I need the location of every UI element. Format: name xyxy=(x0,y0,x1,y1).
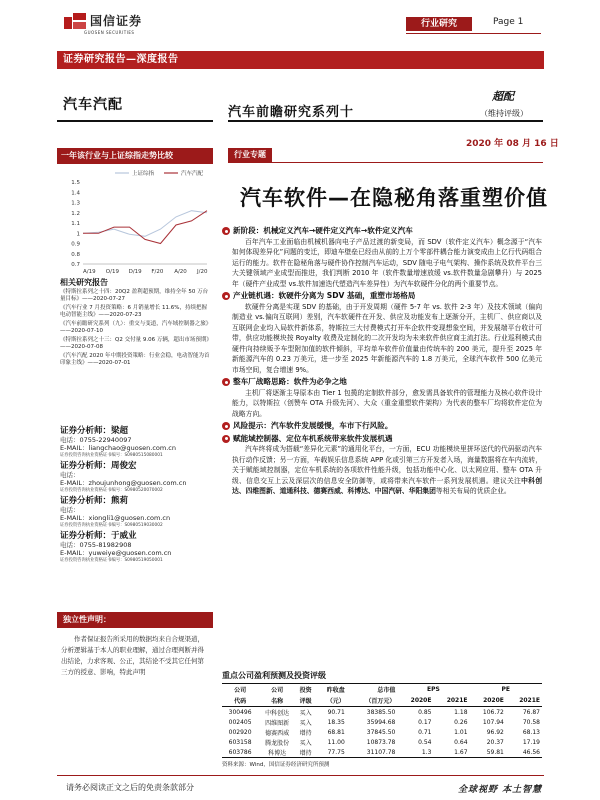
section-head: 赋能域控制器、定位车机系统带来软件发展机遇 xyxy=(233,433,393,443)
table-cell: 70.58 xyxy=(522,718,540,726)
recommended-companies: 中科创达、四维图新、道通科技、德赛西威、科博达、中国汽研、华阳集团 xyxy=(232,476,543,495)
col-subhead: （百万元） xyxy=(365,698,396,705)
table-cell: 59.81 xyxy=(486,748,504,756)
col-head: 投资 xyxy=(299,687,312,694)
col-head: EPS xyxy=(427,686,440,693)
table-cell: 77.75 xyxy=(327,748,345,756)
col-subhead: 代码 xyxy=(234,698,247,705)
section-head: 整车厂战略思路：软件为必争之地 xyxy=(233,377,347,386)
y-tick-label: 1.4 xyxy=(71,190,80,197)
y-tick-label: 1 xyxy=(76,231,80,238)
topic-tag-line xyxy=(228,162,543,163)
rating-note: （维持评级） xyxy=(480,109,528,118)
table-cell: 300496 xyxy=(228,708,252,716)
table-cell: 35994.68 xyxy=(366,718,396,726)
table-cell: 68.81 xyxy=(327,728,345,736)
y-tick-label: 0.8 xyxy=(71,251,80,258)
table-cell: 90.71 xyxy=(327,708,345,716)
section xyxy=(222,421,542,432)
section-head: 新阶段：机械定义汽车→硬件定义汽车→软件定义汽车 xyxy=(233,226,413,235)
independence-statement xyxy=(57,612,213,760)
analyst-cert: 证券投资咨询执业资格证书编号：S0980519030002 xyxy=(60,522,163,528)
analyst-name: 证券分析师：周俊宏 xyxy=(60,461,137,471)
table-row xyxy=(222,747,542,757)
col-subhead: （元） xyxy=(326,698,345,705)
table-cell: 68.13 xyxy=(522,728,540,736)
table-cell: 106.72 xyxy=(482,708,504,716)
main-body xyxy=(222,226,542,499)
table-cell: 0.17 xyxy=(418,718,432,726)
col-subhead: 评级 xyxy=(299,698,312,705)
col-subhead: 名称 xyxy=(271,698,284,705)
col-head: 总市值 xyxy=(377,687,396,694)
table-body xyxy=(222,707,542,758)
section xyxy=(222,226,542,289)
x-tick-label: A/20 xyxy=(174,269,187,275)
section-body-end: 等相关布局的优质企业。 xyxy=(435,487,511,495)
main-title: 汽车软件—在隐秘角落重塑价值 xyxy=(240,186,548,210)
rating: 超配 xyxy=(492,90,514,103)
logo-text: 国信证券 xyxy=(90,14,143,28)
table-cell: 603158 xyxy=(228,738,252,746)
page-number: Page 1 xyxy=(493,17,524,27)
analyst-email: E-MAIL：yuweiye@guosen.com.cn xyxy=(60,549,172,557)
col-head: 公司 xyxy=(271,687,284,694)
related-item: 《特斯拉系列之十三：Q2 交付量 9.06 万辆，超出市场预期》——2020-07-08 xyxy=(60,336,212,350)
table-row xyxy=(222,737,542,747)
table-cell: 增持 xyxy=(299,749,312,757)
independence-head: 独立性声明： xyxy=(57,612,213,628)
col-head: 公司 xyxy=(234,687,247,694)
x-tick-label: D/19 xyxy=(128,269,142,275)
report-type-band: 证券研究报告—深度报告 xyxy=(57,51,544,69)
table-cell: 17.19 xyxy=(522,738,540,746)
table-cell: 603786 xyxy=(228,748,252,756)
section-body: 百年汽车工业面临由机械机器向电子产品过渡的新变局，而 SDV（软件定义汽车）概念源于“汽车如何体现差异化”问题的变迁，即迪车壁垒已经由从前的上万个零部件耦合能力演变成由上亿行代码组合运行的能力。软件在隐秘角落与硬件协作控制汽车运动，SDV 随电子电气架构、操作系统及软件平台三大关键领域产业成型而推进，我们判断 2010 年（软件数量增速放缓 vs.软件数量急剧攀升）与 2025 年（硬件产业成型 vs.软件加速迭代塑造汽车差异性）为汽车软硬件分化的两个重要节点。 xyxy=(232,237,542,288)
y-tick-label: 0.9 xyxy=(71,241,80,248)
related-item: 《汽车汽配 2020 年中期投资策略：行业会稳，电动智能为首印象主线》——2020-07-01 xyxy=(60,352,210,366)
analyst-email: E-MAIL：xiongli1@guosen.com.cn xyxy=(60,514,171,522)
table-cell: 腾龙股份 xyxy=(265,739,290,747)
analyst-email: E-MAIL：liangchao@guosen.com.cn xyxy=(60,444,176,452)
table-cell: 002405 xyxy=(228,718,252,726)
related-reports xyxy=(60,279,212,369)
bullet-icon xyxy=(222,435,230,443)
analyst-phone: 电话：0755-22940097 xyxy=(60,435,132,444)
bullet-icon xyxy=(222,378,230,386)
table-cell: 0.54 xyxy=(418,738,432,746)
section-body: 主机厂将逐渐主导原本由 Tier 1 包揽的定制软件部分，愈发需具备软件的管理能力及核心软件设计能力，以特斯拉（创赞车 OTA 升级先河）、大众（重金重塑软件架构）为代表的整车厂均将软件定位为战略方向。 xyxy=(232,388,542,418)
section-body: 软硬件分离是实现 SDV 的基础，由于开发周期（硬件 5-7 年 vs. 软件 2-3 年）及技术领域（偏向制造业 vs.偏向互联网）差别，汽车软硬件在开发、供应及功能发布上逐渐分开，主机厂、供应商以及互联网企业均入局软件新体系，特斯拉三大付费模式打开车企软件变现想象空间，并发展端平台收计可带，供应功能模块按 Royalty 收费及定制化的二次开发均为未来软件供应商主流打法。行业巡利模式由硬件向持续贩予车型附加值的软件倾斜，平均单车软件价值量由传统车的 200 美元，提升至 2025 年新能源汽车的 0.23 万美元，进一步至 2025 年新能源汽车的 1.8 万美元，全球汽车软件 500 亿美元市场空间，复合增速 9%。 xyxy=(232,302,542,374)
table-cell: 96.92 xyxy=(486,728,504,736)
table-cell: 买入 xyxy=(299,719,312,727)
bullet-icon xyxy=(222,227,230,235)
table-row xyxy=(222,717,542,727)
table-cell: 1.18 xyxy=(454,708,468,716)
table-cell: 37845.50 xyxy=(366,728,396,736)
analyst-cert: 证券投资咨询执业资格证书编号：S0980519050001 xyxy=(60,557,163,563)
analyst-block xyxy=(60,427,212,459)
table-cell: 四维图新 xyxy=(265,719,290,727)
analyst-name: 证券分析师：梁超 xyxy=(60,426,129,436)
table-cell: 买入 xyxy=(299,709,312,717)
analyst-name: 证券分析师：熊莉 xyxy=(60,496,129,506)
y-tick-label: 1.3 xyxy=(71,200,80,207)
table-cell: 中科创达 xyxy=(265,709,290,717)
table-cell: 0.26 xyxy=(454,718,468,726)
table-cell: 20.37 xyxy=(486,738,504,746)
table-cell: 增持 xyxy=(299,729,312,737)
analyst-email: E-MAIL：zhoujunhong@guosen.com.cn xyxy=(60,479,187,487)
col-head: 昨收盘 xyxy=(326,687,345,694)
table-cell: 31107.78 xyxy=(366,748,396,756)
side-chart-head: 一年该行业与上证综指走势比较 xyxy=(57,148,213,164)
section xyxy=(222,291,542,375)
table-cell: 107.94 xyxy=(482,718,504,726)
x-tick-label: F/20 xyxy=(151,269,164,275)
table-cell: 1.3 xyxy=(421,748,432,756)
analyst-block xyxy=(60,532,212,564)
table-title: 重点公司盈利预测及投资评级 xyxy=(222,670,542,684)
col-head: PE xyxy=(501,686,510,693)
y-tick-label: 1.1 xyxy=(71,221,80,227)
header-divider xyxy=(406,33,541,34)
y-tick-label: 1.5 xyxy=(71,180,80,186)
industry-title: 汽车汽配 xyxy=(63,97,123,113)
divider-right xyxy=(228,120,543,122)
analyst-phone: 电话： xyxy=(60,470,80,479)
table-cell: 1.67 xyxy=(454,748,468,756)
table-cell: 002920 xyxy=(228,728,252,736)
table-cell: 38385.50 xyxy=(366,708,396,716)
table-cell: 0.85 xyxy=(418,708,432,716)
y-axis xyxy=(71,180,80,268)
divider-left xyxy=(57,120,213,122)
legend-label-a: 上证综指 xyxy=(132,171,155,177)
related-item: 《汽车前瞻研究系列（九）：重交与变道，汽车域控制器之旅》——2020-07-10 xyxy=(60,320,212,334)
y-tick-label: 1.2 xyxy=(71,210,80,217)
topic-tag: 行业专题 xyxy=(228,148,272,162)
section-body xyxy=(222,444,542,497)
independence-text: 作者保证报告所采用的数据均来自合规渠道，分析逻辑基于本人的职业理解，通过合理判断并得出结论，力求客观、公正，其结论不受其它任何第三方的授意、影响，特此声明 xyxy=(61,635,204,676)
analyst-name: 证券分析师：于威业 xyxy=(60,531,137,541)
related-head: 相关研究报告 xyxy=(60,278,108,287)
section-head: 产业链机遇：软硬件分离为 SDV 基础，重塑市场格局 xyxy=(233,291,416,300)
col-subhead: 2020E xyxy=(483,697,504,704)
section-body-text: 汽车终将成为搭载“差异化元素”的通用化平台，一方面，ECU 功能模块里拼环送代的代码驱动汽车执行动作反馈；另一方面，车载娱乐信息系统 APP 化或引第三方开发者入场，海量数据将在车内流转，关于赋能域控制器，定位车机系统的各项软件性能升级，包括功能中心化、以太网应用、整车 OTA 升级、信息交互上云及深层次的信息安全防御等，或将带来汽车软件一系列发展机遇。建议关注 xyxy=(232,445,542,485)
table-cell: 18.35 xyxy=(327,718,345,726)
section-head: 风险提示：汽车软件发展缓慢，车市下行风险。 xyxy=(233,421,393,430)
series-line-2 xyxy=(83,211,207,244)
bullet-icon xyxy=(222,292,230,300)
table-source: 资料来源：Wind，国信证券经济研究所预测 xyxy=(222,762,330,768)
table-cell: 76.87 xyxy=(522,708,540,716)
report-date: 2020 年 08 月 16 日 xyxy=(466,139,559,149)
table-cell: 1.01 xyxy=(454,728,468,736)
analyst-cert: 证券投资咨询执业资格证书编号：S0980515080001 xyxy=(60,452,163,458)
table-cell: 德赛西威 xyxy=(265,729,290,737)
table-cell: 46.56 xyxy=(522,748,540,756)
analyst-phone: 电话： xyxy=(60,505,80,514)
plot-lines xyxy=(83,211,207,244)
col-subhead: 2020E xyxy=(410,697,432,704)
legend-label-b: 汽车汽配 xyxy=(181,171,204,177)
x-tick-label: J/20 xyxy=(197,269,208,275)
section xyxy=(222,434,542,497)
x-axis xyxy=(83,264,208,275)
footer-slogan: 全球视野 本土智慧 xyxy=(458,785,543,795)
table-cell: 科博达 xyxy=(268,749,287,757)
analyst-cert: 证券投资咨询执业资格证书编号：S0980520070002 xyxy=(60,487,163,493)
table-cell: 0.71 xyxy=(418,728,432,736)
table xyxy=(222,684,542,757)
logo-subtitle: GUOSEN SECURITIES xyxy=(84,30,135,35)
bullet-icon xyxy=(222,422,230,430)
trend-chart xyxy=(57,166,213,278)
footer-disclaimer: 请务必阅读正文之后的免责条款部分 xyxy=(66,783,194,792)
x-tick-label: O/19 xyxy=(105,269,119,275)
analyst-block xyxy=(60,497,212,529)
trend-chart-svg xyxy=(57,166,213,278)
table-row xyxy=(222,707,542,718)
y-tick-label: 0.7 xyxy=(71,262,80,268)
related-item: 《特斯拉系列之十四：20Q2 盈利超预期，维持全年 50 万台量目标》——2020-07-27 xyxy=(60,288,209,302)
analyst-phone: 电话：0755-81982908 xyxy=(60,540,132,549)
table-row xyxy=(222,727,542,737)
col-subhead: 2021E xyxy=(446,697,468,704)
x-tick-label: A/19 xyxy=(83,269,96,275)
footer-divider xyxy=(57,775,544,776)
col-subhead: 2021E xyxy=(519,697,540,704)
analyst-block xyxy=(60,462,212,494)
section xyxy=(222,377,542,419)
logo-mark-icon xyxy=(64,13,86,29)
table-cell: 10873.78 xyxy=(366,738,396,746)
header-badge: 行业研究 xyxy=(406,17,472,31)
related-item: 《汽车行业 7 月投资策略：6 月销量增长 11.6%，持续把握电动智能主线》——2020-07-23 xyxy=(60,304,207,318)
forecast-table xyxy=(222,670,542,768)
brand-logo xyxy=(64,12,142,29)
series-title: 汽车前瞻研究系列十 xyxy=(228,105,355,120)
table-cell: 11.00 xyxy=(327,738,345,746)
table-cell: 买入 xyxy=(299,739,312,747)
table-cell: 0.64 xyxy=(454,738,468,746)
